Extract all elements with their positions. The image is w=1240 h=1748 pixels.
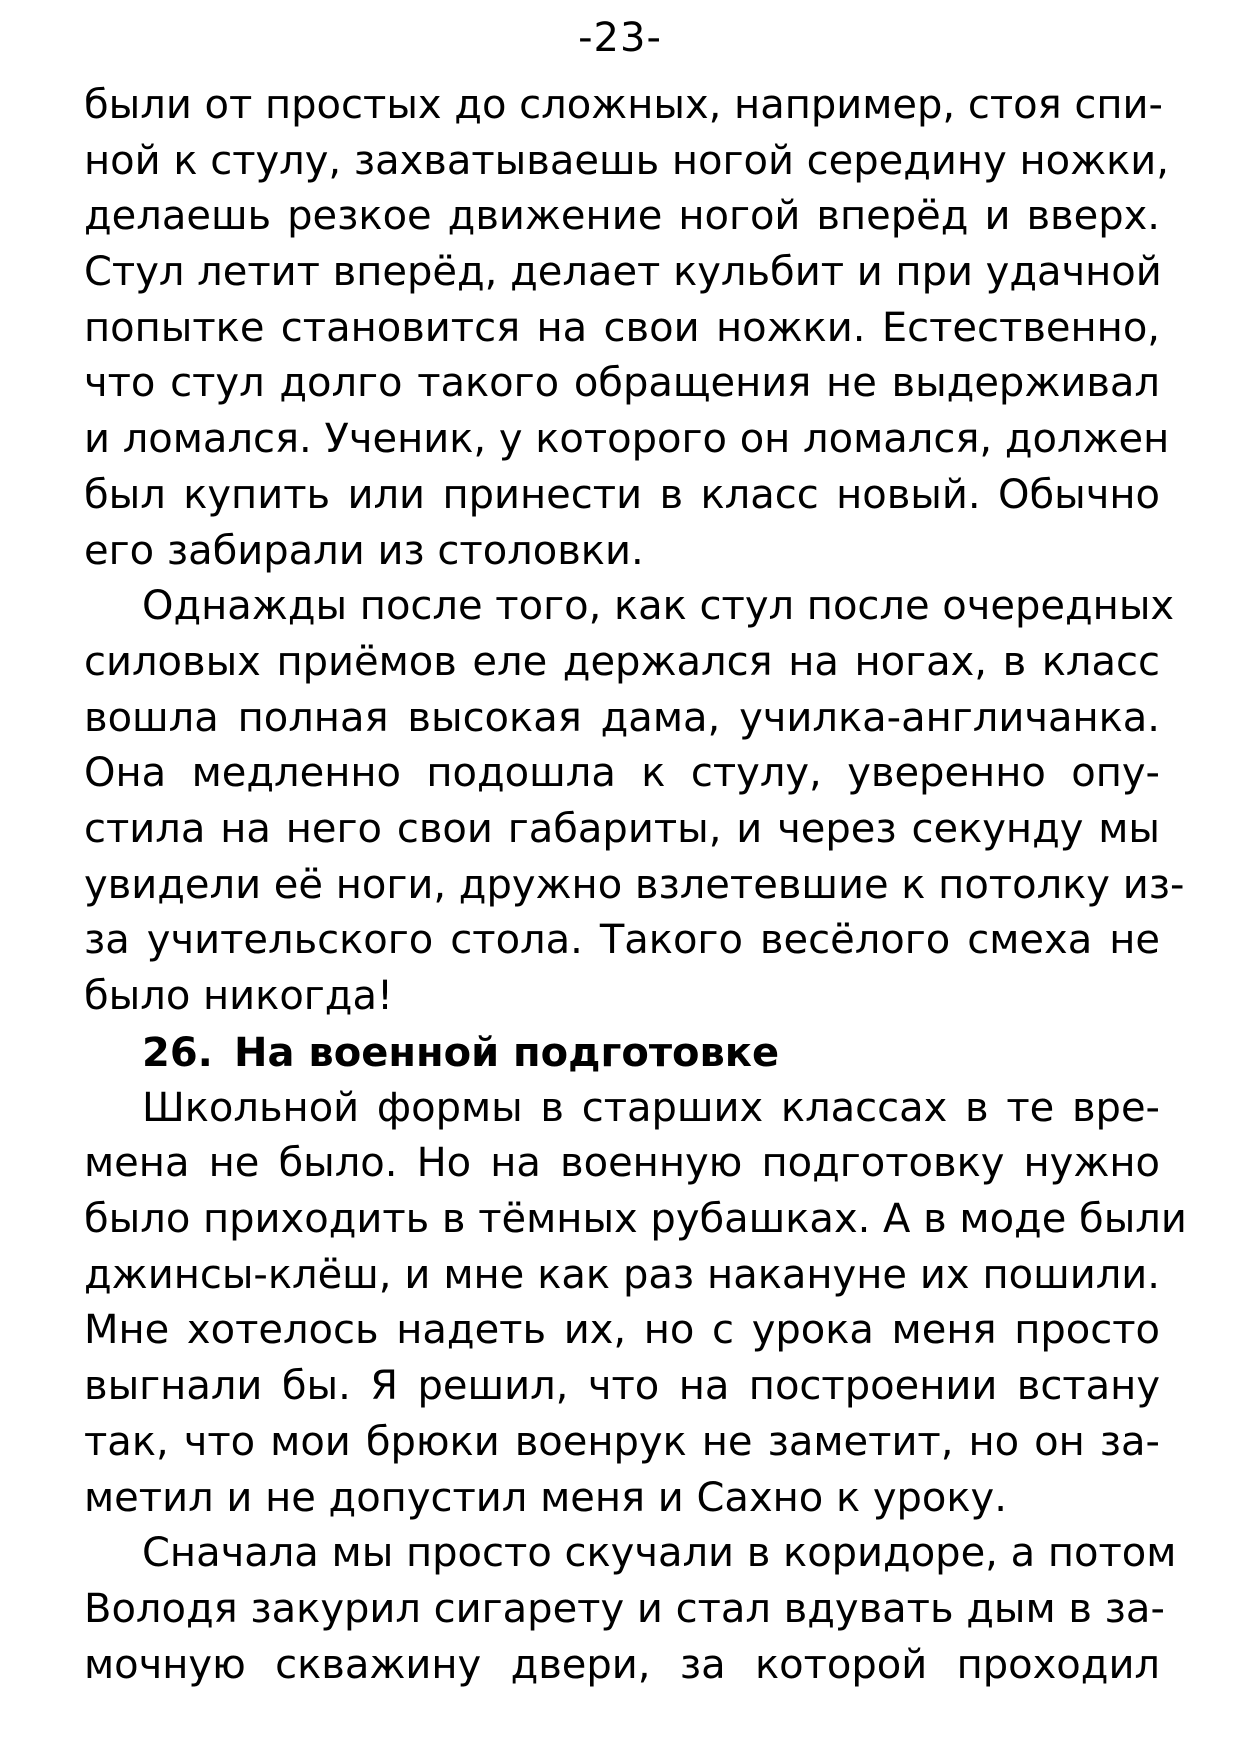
text-line: и ломался. Ученик, у которого он ломался, должен [84,416,1170,463]
text-line: было приходить в тёмных рубашках. А в моде были [84,1196,1187,1243]
section-number: 26. [142,1029,213,1076]
text-line: был купить или принести в класс новый. Обычно [84,471,1160,518]
paragraph [84,1081,1187,1527]
text-line: силовых приёмов еле держался на ногах, в класс [84,638,1160,685]
text-line: Стул летит вперёд, делает кульбит и при удачной [84,249,1162,296]
text-line: было никогда! [84,973,394,1019]
text-line: Однажды после того, как стул после очередных [142,583,1175,630]
text-line: ной к стулу, захватываешь ногой середину ножки, [84,137,1169,184]
paragraph [84,579,1185,1025]
page-number: -23- [578,15,662,61]
text-line: его забирали из столовки. [84,527,644,574]
page-body [84,78,1187,1693]
text-line: что стул долго такого обращения не выдерживал [84,360,1160,407]
text-line: мена не было. Но на военную подготовку нужно [84,1140,1160,1187]
paragraph [84,78,1170,579]
text-line: увидели её ноги, дружно взлетевшие к потолку из- [84,861,1185,908]
text-line: за учительского стола. Такого весёлого смеха не [84,917,1160,964]
text-line: джинсы-клёш, и мне как раз накануне их пошили. [84,1251,1160,1298]
text-line: попытке становится на свои ножки. Естественно, [84,304,1160,351]
text-line: метил и не допустил меня и Сахно к уроку. [84,1474,1007,1521]
section-title: На военной подготовке [234,1029,780,1076]
text-line: Мне хотелось надеть их, но с урока меня просто [84,1307,1160,1354]
text-line: были от простых до сложных, например, стоя спи- [84,82,1163,128]
text-line: мочную скважину двери, за которой проходил [84,1641,1160,1688]
text-line: стила на него свои габариты, и через секунду мы [84,805,1160,852]
text-line: Володя закурил сигарету и стал вдувать дым в за- [84,1585,1165,1632]
text-line: Сначала мы просто скучали в коридоре, а потом [142,1530,1177,1577]
paragraph [84,1526,1177,1693]
text-line: так, что мои брюки военрук не заметит, но он за- [84,1418,1160,1465]
section-heading [84,1025,1160,1081]
text-line: вошла полная высокая дама, училка-англичанка. [84,694,1160,741]
text-line: выгнали бы. Я решил, что на построении встану [84,1363,1160,1410]
text-line: Она медленно подошла к стулу, уверенно опу- [84,750,1160,797]
text-line: делаешь резкое движение ногой вперёд и вверх. [84,193,1160,240]
text-line: Школьной формы в старших классах в те вре- [142,1084,1160,1131]
